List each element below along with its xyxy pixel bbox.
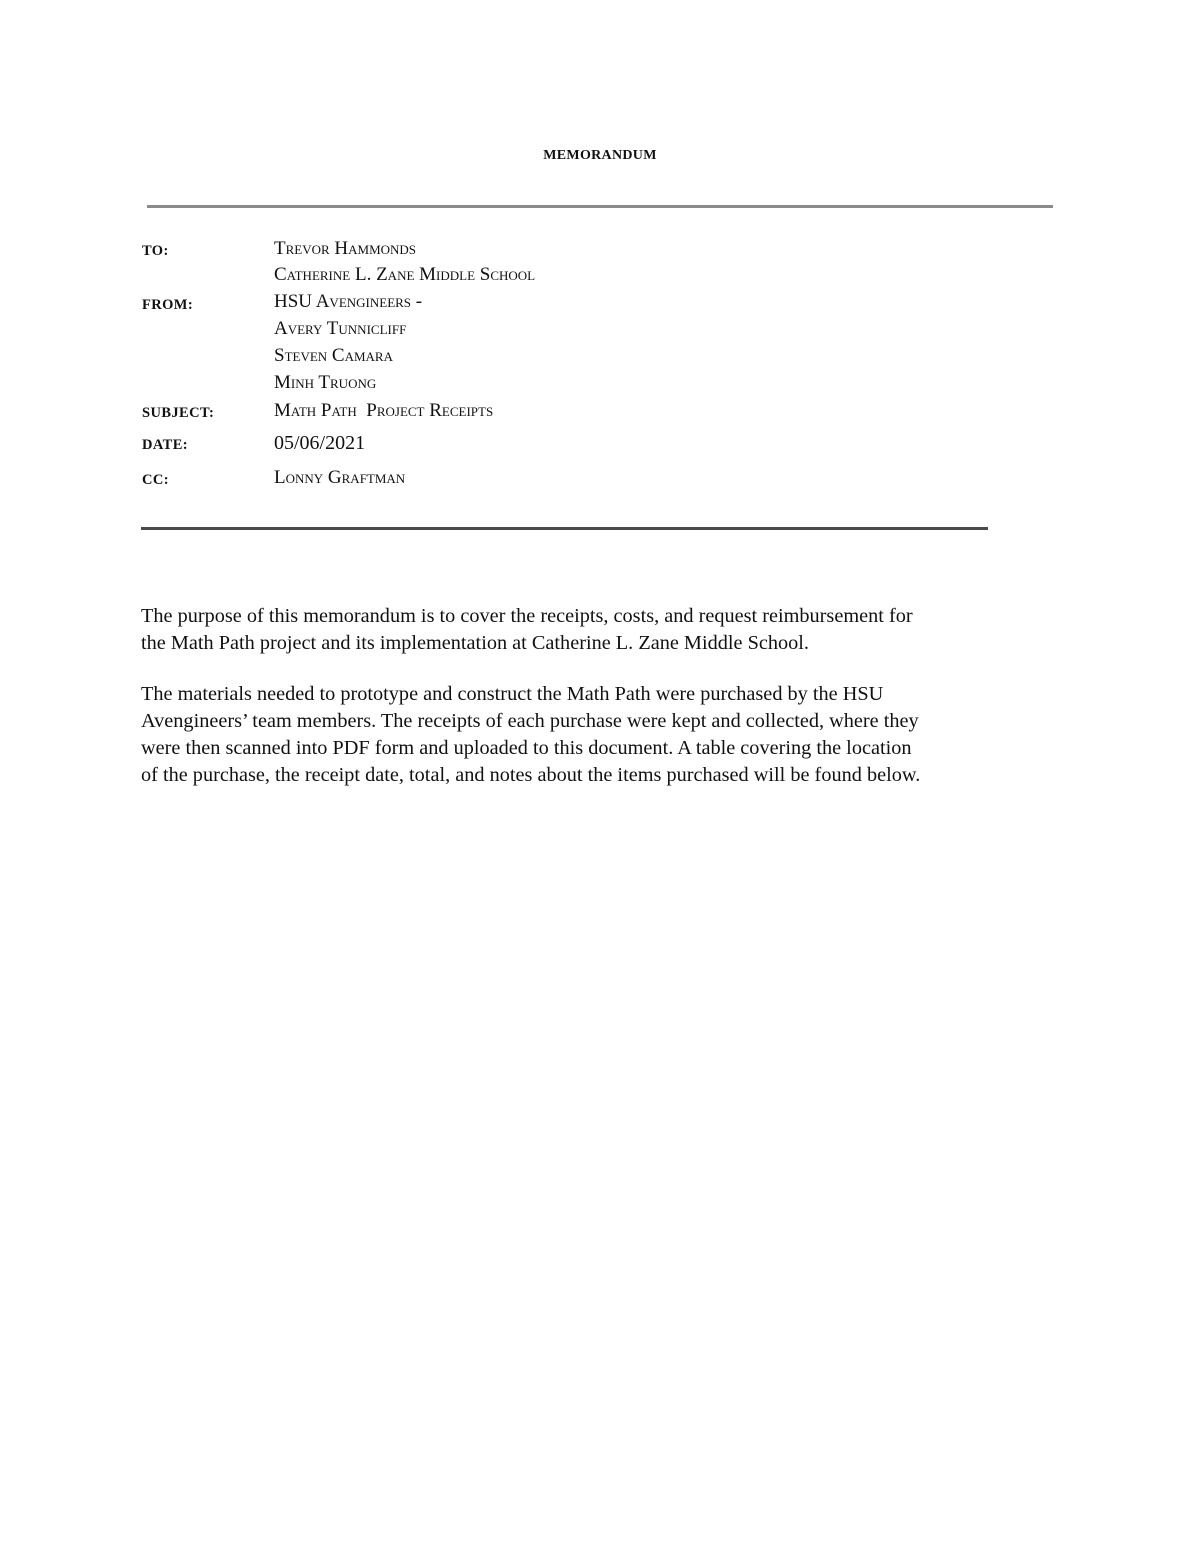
paragraph-line: The purpose of this memorandum is to cover the receipts, costs, and request reimbursement for [141, 605, 913, 627]
date-value: 05/06/2021 [274, 432, 366, 454]
top-divider [147, 205, 1053, 208]
from-label: FROM: [142, 297, 194, 313]
date-label: DATE: [142, 437, 189, 453]
purpose-paragraph [141, 603, 1071, 657]
to-recipient-organization: Catherine L. Zane Middle School [274, 264, 536, 285]
from-member-1: Avery Tunnicliff [274, 318, 407, 339]
paragraph-line: Avengineers’ team members. The receipts of each purchase were kept and collected, where they [141, 710, 919, 732]
paragraph-line: The materials needed to prototype and construct the Math Path were purchased by the HSU [141, 683, 884, 705]
paragraph-line: the Math Path project and its implementation at Catherine L. Zane Middle School. [141, 632, 809, 654]
paragraph-line: were then scanned into PDF form and uploaded to this document. A table covering the location [141, 737, 912, 759]
cc-value: Lonny Graftman [274, 467, 406, 488]
memo-title: MEMORANDUM [543, 148, 657, 163]
bottom-divider [141, 527, 988, 530]
paragraph-line: of the purchase, the receipt date, total, and notes about the items purchased will be found below. [141, 764, 921, 786]
materials-paragraph [141, 681, 1071, 789]
cc-label: CC: [142, 472, 169, 488]
from-member-3: Minh Truong [274, 372, 377, 393]
to-recipient-name: Trevor Hammonds [274, 238, 417, 259]
subject-label: SUBJECT: [142, 405, 215, 421]
from-member-2: Steven Camara [274, 345, 393, 366]
subject-value: Math Path Project Receipts [274, 400, 494, 421]
from-team: HSU Avengineers - [274, 291, 423, 312]
to-label: TO: [142, 243, 169, 259]
